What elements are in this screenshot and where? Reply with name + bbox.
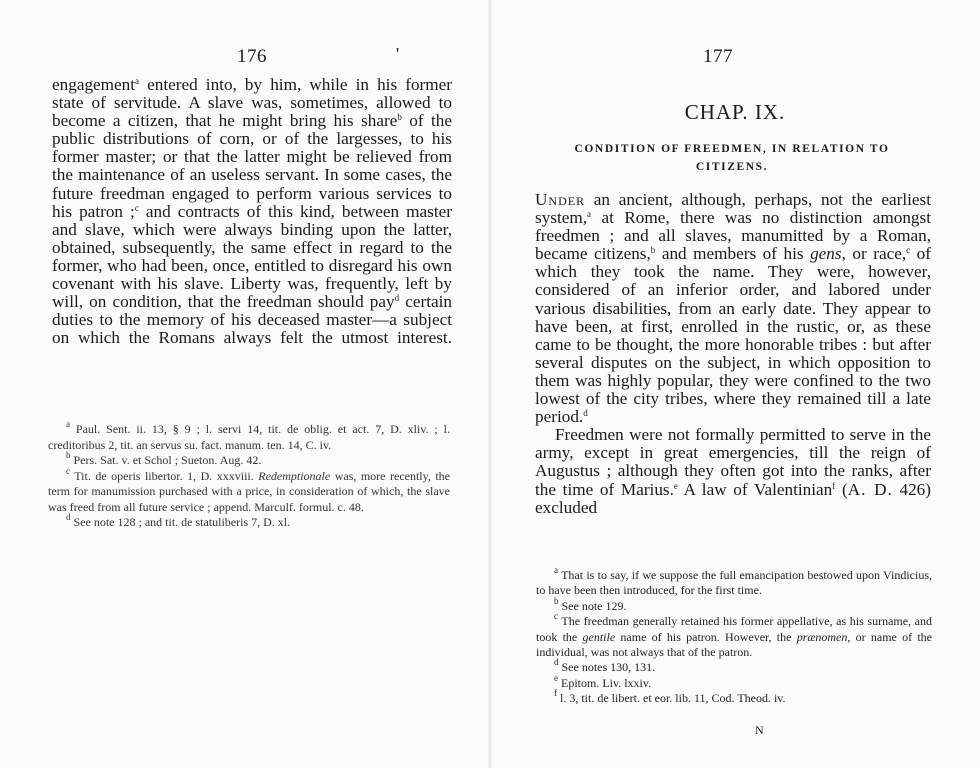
footnote-ref: b <box>650 245 656 256</box>
footnote-mark: c <box>554 611 558 622</box>
footnote-italic: Redemptionale <box>258 468 331 483</box>
footnote-mark: b <box>554 595 559 606</box>
footnote-text: Epitom. Liv. lxxiv. <box>558 675 652 690</box>
footnote-text: That is to say, if we suppose the full emancipation bestowed upon Vindicius, to have been then introduced, for the first time. <box>536 568 932 598</box>
body-segment: and members of his <box>655 244 811 264</box>
footnote <box>536 657 932 675</box>
chapter-subtitle: CONDITION OF FREEDMEN, IN RELATION TO CITIZENS. <box>574 143 890 173</box>
footnote <box>48 512 450 531</box>
footnote-text: was, more recently, the term for manumission purchased with a price, in consideration of which, the slave was freed from all future service ; append. Marculf. formul. c. 48. <box>48 468 451 514</box>
footnote-mark: f <box>554 688 557 699</box>
body-segment: 426) excluded <box>535 479 931 517</box>
footnote-mark: b <box>66 450 71 460</box>
footnote-ref: e <box>673 480 678 491</box>
footnote-ref: a <box>135 76 140 86</box>
body-segment: ( <box>835 479 848 499</box>
footnote <box>536 672 932 691</box>
footnote-ref: d <box>394 293 400 304</box>
body-segment: Freedmen were not formally permitted to serve in the army, except in great emergencies, till the reign of Augustus ; although they often got into the ranks, after the time of Marius. <box>535 425 931 499</box>
signature-mark: N <box>755 723 764 737</box>
footnotes <box>48 419 451 531</box>
footnote <box>536 595 932 614</box>
footnote-mark: c <box>66 465 70 476</box>
footnote <box>48 465 451 516</box>
footnote-mark: a <box>554 565 558 575</box>
body-segment: certain duties to the memory of his deceased master—a subject on which the Romans always felt the utmost interest. <box>52 292 452 348</box>
body-segment: , or race, <box>841 244 907 264</box>
footnote <box>48 419 450 453</box>
page-number: 176 <box>237 46 267 67</box>
footnote <box>536 611 933 660</box>
body-text <box>535 191 931 517</box>
footnotes <box>536 565 933 707</box>
body-segment: an ancient, although, perhaps, not the earliest system, <box>535 190 931 228</box>
footnote-text: Pers. Sat. v. et Schol ; Sueton. Aug. 42. <box>70 453 262 467</box>
paragraph <box>535 191 931 426</box>
chapter-heading: CHAP. IX. <box>684 100 786 124</box>
footnote-mark: e <box>554 672 558 683</box>
body-segment: engagement <box>52 75 136 94</box>
body-segment: entered into, by him, while in his former state of servitude. A slave was, sometimes, allowed to become a citizen, that he might bring his share <box>52 75 452 131</box>
footnote-text: See note 129. <box>558 598 627 613</box>
footnote-mark: a <box>66 419 70 429</box>
footnote-mark: d <box>66 512 71 522</box>
body-segment: at Rome, there was no distinction amongst freedmen ; and all slaves, manumitted by a Roman, became citizens, <box>535 208 931 264</box>
body-segment: of the public distributions of corn, or of the largesses, to his former master; or that the latter might be relieved from the maintenance of an useless servant. In some cases, the future freedman engaged to perform various services to his patron ; <box>52 111 452 221</box>
footnote <box>536 565 932 599</box>
body-segment: and contracts of this kind, between master and slave, which were always binding upon the latter, obtained, subsequently, the same effect in regard to the former, who had been, once, entitled to disregard his own covenant with his slave. Liberty was, frequently, left by will, on condition, that the freedman should pay <box>52 201 452 312</box>
paragraph <box>535 426 931 516</box>
footnote-ref: f <box>832 480 836 491</box>
footnote-ref: c <box>134 202 139 213</box>
drop-word: Under <box>535 190 586 209</box>
footnote-mark: d <box>554 657 559 668</box>
footnote-text: See notes 130, 131. <box>558 660 656 675</box>
body-segment: of which they took the name. They were, however, considered of an inferior order, and labored under various disabilities, from an early date. They appear to have been, at first, enrolled in the rustic, or, as these came to be thought, the more honorable tribes : but after several disputes on the subject, in which opposition to them was highly popular, they were confined to the two lowest of the city tribes, where they remained till a late period. <box>535 244 931 427</box>
footnote-text: Tit. de operis libertor. 1, D. xxxviii. <box>70 468 259 483</box>
footnote-text: The freedman generally retained his former appellative, as his surname, and took the <box>536 614 932 644</box>
footnote-ref: c <box>906 245 911 256</box>
footnote-ref: d <box>583 408 588 419</box>
footnote-italic: gentile <box>582 629 616 644</box>
footnote-ref: a <box>587 209 592 220</box>
footnote-text: Paul. Sent. ii. 13, § 9 ; l. servi 14, tit. de oblig. et act. 7, D. xliv. ; l. creditoribus 2, tit. an servus su. fact. manum. ten. 14, C. iv. <box>48 422 450 452</box>
footnote-italic: prænomen <box>796 629 848 644</box>
footnote-ref: b <box>397 112 402 123</box>
right-page <box>490 0 980 768</box>
italic-term: gens <box>810 244 842 264</box>
footnote-text: name of his patron. However, the <box>615 629 797 644</box>
page-number: 177 <box>703 46 733 67</box>
stray-mark: ' <box>396 44 400 64</box>
footnote-text: l. 3, tit. de libert. et eor. lib. 11, Cod. Theod. iv. <box>557 691 786 706</box>
body-segment: A law of Valentinian <box>677 479 833 499</box>
footnote-text: , or name of the individual, was not always that of the patron. <box>536 629 933 660</box>
footnote <box>48 450 450 469</box>
body-text <box>52 76 452 347</box>
footnote <box>536 688 932 706</box>
small-caps-era: A. D. <box>847 479 893 499</box>
footnote-text: See note 128 ; and tit. de statuliberis 7, D. xl. <box>70 515 291 529</box>
